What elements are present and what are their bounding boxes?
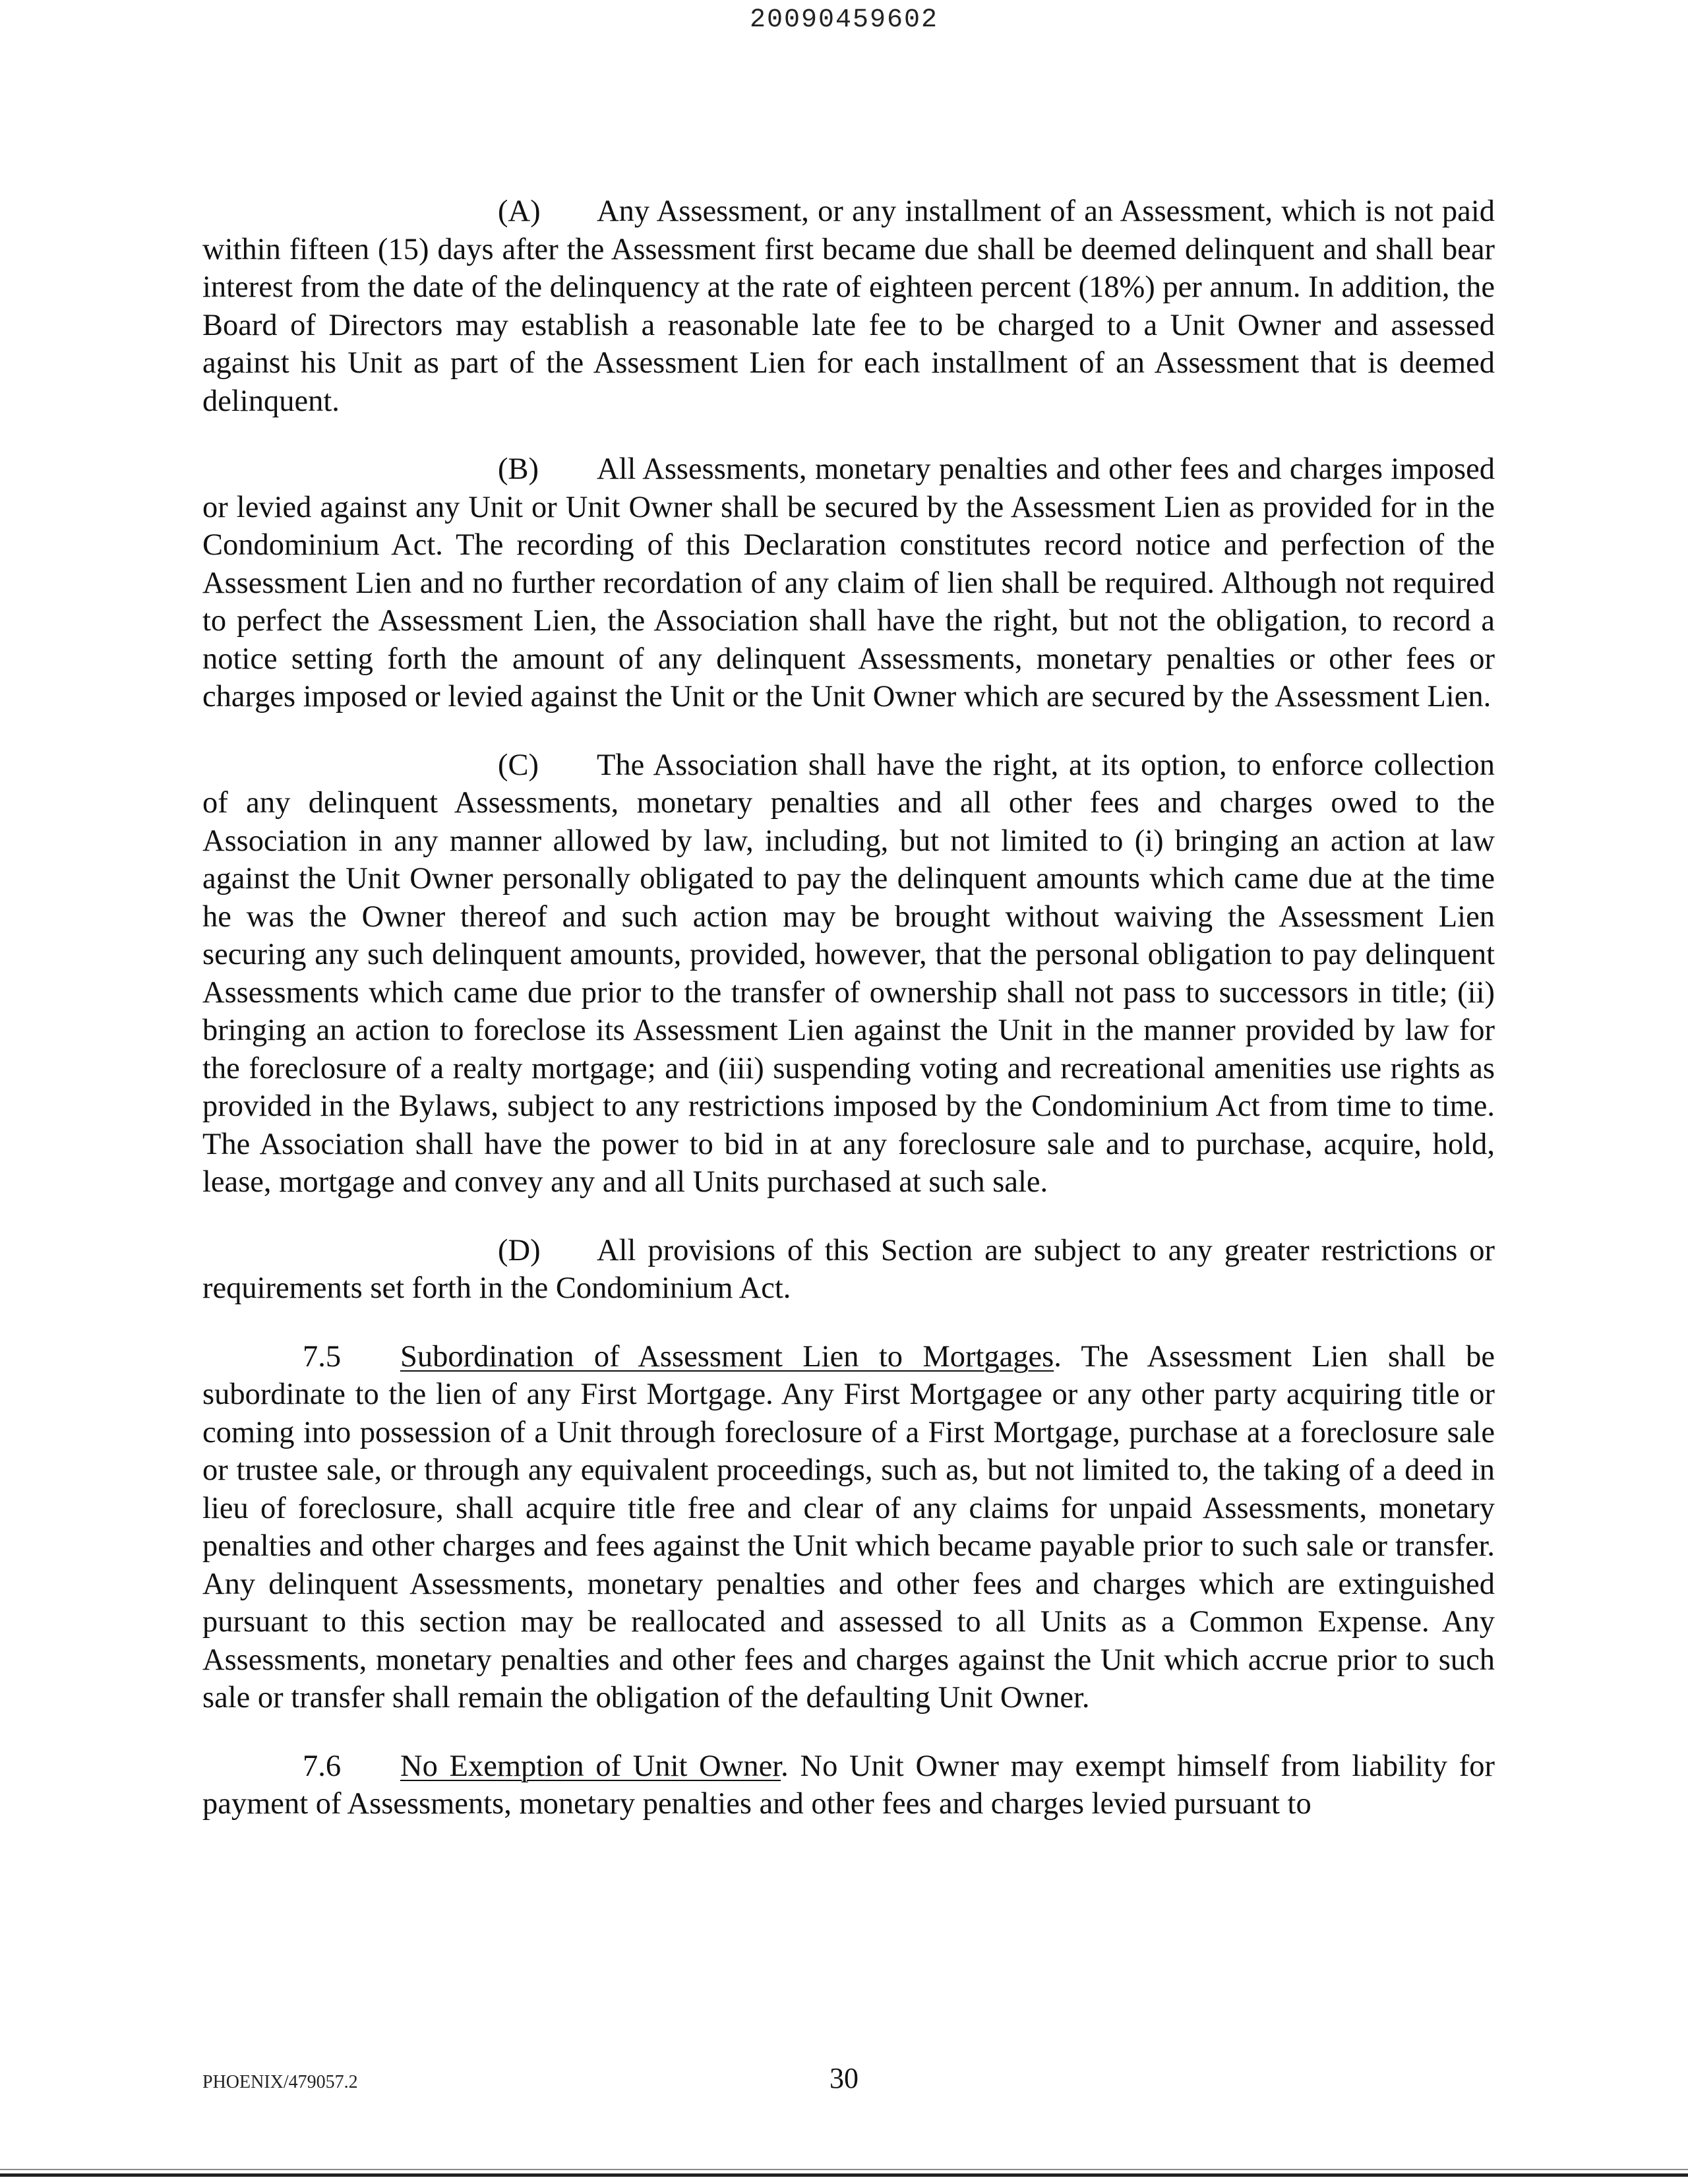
footer-document-id: PHOENIX/479057.2: [202, 2072, 358, 2092]
paragraph-d-label: (D): [498, 1233, 541, 1267]
section-7-6-number: 7.6: [303, 1749, 342, 1783]
paragraph-b-label: (B): [498, 452, 539, 486]
paragraph-c-text: The Association shall have the right, at its option, to enforce collection of any delinquent Assessments, monetary penalties and all other fees and charges owed to the Association in any manner allowed by law, including, but not limited to (i) bringing an action at law against the Unit Owner personally obligated to pay the delinquent amounts which came due at the time he was the Owner thereof and such action may be brought without waiving the Assessment Lien securing any such delinquent amounts, provided, however, that the personal obligation to pay delinquent Assessments which came due prior to the transfer of ownership shall not pass to successors in title; (ii) bringing an action to foreclose its Assessment Lien against the Unit in the manner provided by law for the foreclosure of a realty mortgage; and (iii) suspending voting and recreational amenities use rights as provided in the Bylaws, subject to any restrictions imposed by the Condominium Act from time to time. The Association shall have the power to bid in at any foreclosure sale and to purchase, acquire, hold, lease, mortgage and convey any and all Units purchased at such sale.: [202, 748, 1495, 1199]
section-7-5-heading: Subordination of Assessment Lien to Mortgages: [400, 1339, 1054, 1374]
recording-number: 20090459602: [749, 5, 939, 35]
paragraph-b: [202, 450, 1495, 716]
section-7-5-number: 7.5: [303, 1339, 342, 1374]
section-7-5-text: . The Assessment Lien shall be subordinate to the lien of any First Mortgage. Any First Mortgagee or any other party acquiring title or coming into possession of a Unit through foreclosure of a First Mortgage, purchase at a foreclosure sale or trustee sale, or through any equivalent proceedings, such as, but not limited to, the taking of a deed in lieu of foreclosure, shall acquire title free and clear of any claims for unpaid Assessments, monetary penalties and other charges and fees against the Unit which became payable prior to such sale or transfer. Any delinquent Assessments, monetary penalties and other fees and charges which are extinguished pursuant to this section may be reallocated and assessed to all Units as a Common Expense. Any Assessments, monetary penalties and other fees and charges against the Unit which accrue prior to such sale or transfer shall remain the obligation of the defaulting Unit Owner.: [202, 1339, 1495, 1714]
bottom-rule: [0, 2173, 1688, 2177]
paragraph-a-text: Any Assessment, or any installment of an Assessment, which is not paid within fifteen (15) days after the Assessment first became due shall be deemed delinquent and shall bear interest from the date of the delinquency at the rate of eighteen percent (18%) per annum. In addition, the Board of Directors may establish a reasonable late fee to be charged to a Unit Owner and assessed against his Unit as part of the Assessment Lien for each installment of an Assessment that is deemed delinquent.: [202, 195, 1495, 418]
paragraph-c: [202, 746, 1495, 1201]
document-body: [202, 193, 1495, 1854]
section-7-6-heading: No Exemption of Unit Owner: [400, 1749, 781, 1783]
paragraph-d: [202, 1232, 1495, 1308]
paragraph-b-text: All Assessments, monetary penalties and other fees and charges imposed or levied against any Unit or Unit Owner shall be secured by the Assessment Lien as provided for in the Condominium Act. The recording of this Declaration constitutes record notice and perfection of the Assessment Lien and no further recordation of any claim of lien shall be required. Although not required to perfect the Assessment Lien, the Association shall have the right, but not the obligation, to record a notice setting forth the amount of any delinquent Assessments, monetary penalties or other fees or charges imposed or levied against the Unit or the Unit Owner which are secured by the Assessment Lien.: [202, 452, 1495, 713]
paragraph-a: [202, 193, 1495, 420]
paragraph-c-label: (C): [498, 748, 539, 782]
paragraph-d-text: All provisions of this Section are subject to any greater restrictions or requirements set forth in the Condominium Act.: [202, 1233, 1495, 1305]
paragraph-a-label: (A): [498, 195, 541, 228]
scan-edge-line: [0, 2169, 1688, 2170]
section-7-6: [202, 1747, 1495, 1823]
page-number: 30: [829, 2062, 859, 2094]
section-7-6-text: . No Unit Owner may exempt himself from liability for payment of Assessments, monetary penalties and other fees and charges levied pursuant to: [202, 1749, 1495, 1821]
section-7-5: [202, 1338, 1495, 1717]
